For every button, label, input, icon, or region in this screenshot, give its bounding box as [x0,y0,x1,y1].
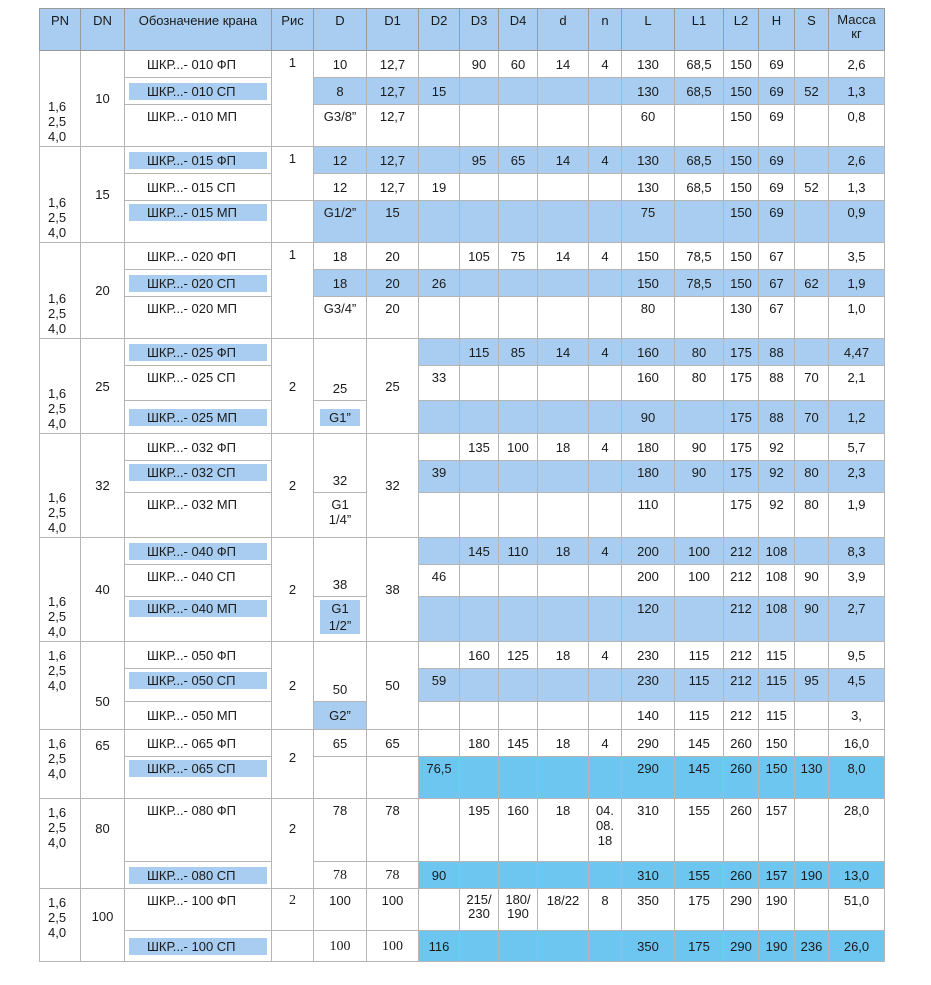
table-row: ШКР...- 040 МП G1 1/2” 120 212 108 90 2,7 [40,597,885,642]
pn-cell: 1,6 2,5 4,0 [40,243,81,339]
table-row: 1,6 2,5 4,0 10 ШКР...- 010 ФП 1 10 12,7 90 60 14 4 130 68,5 150 69 2,6 [40,51,885,78]
designation-cell: ШКР...- 032 СП [125,461,272,493]
table-row: ШКР...- 040 СП 46 200 100 212 108 90 3,9 [40,565,885,597]
pn-cell: 1,6 2,5 4,0 [40,538,81,642]
designation-cell: ШКР...- 100 СП [125,931,272,962]
header-s: S [795,9,829,51]
dn-cell: 10 [81,51,125,147]
header-row [40,9,885,51]
table-row: ШКР...- 065 СП 76,5 290 145 260 150 130 8,0 [40,757,885,799]
header-pn: PN [40,9,81,51]
table-row: ШКР...- 025 СП 33 160 80 175 88 70 2,1 [40,366,885,401]
table-row: ШКР...- 080 СП 78 78 90 310 155 260 157 190 13,0 [40,862,885,889]
dn-cell: 20 [81,243,125,339]
pn-cell: 1,6 2,5 4,0 [40,339,81,434]
designation-cell: ШКР...- 080 ФП [125,799,272,862]
designation-cell: ШКР...- 050 ФП [125,642,272,669]
designation-cell: ШКР...- 065 СП [125,757,272,799]
table-row: 1,6 2,5 4,0 65 ШКР...- 065 ФП 2 65 65 180 145 18 4 290 145 260 150 16,0 [40,730,885,757]
dn-cell: 65 [81,730,125,799]
designation-cell: ШКР...- 025 МП [125,401,272,434]
designation-cell: ШКР...- 025 ФП [125,339,272,366]
designation-cell: ШКР...- 015 МП [125,201,272,243]
table-row: 1,6 2,5 4,0 50 ШКР...- 050 ФП 2 50 50 160 125 18 4 230 115 212 115 9,5 [40,642,885,669]
designation-cell: ШКР...- 020 МП [125,297,272,339]
designation-cell: ШКР...- 020 СП [125,270,272,297]
pn-cell: 1,6 2,5 4,0 [40,434,81,538]
table-row: ШКР...- 020 СП 18 20 26 150 78,5 150 67 62 1,9 [40,270,885,297]
dn-cell: 40 [81,538,125,642]
pn-cell: 1,6 2,5 4,0 [40,799,81,889]
designation-cell: ШКР...- 040 МП [125,597,272,642]
header-d1: D1 [367,9,419,51]
designation-cell: ШКР...- 015 СП [125,174,272,201]
table-row: 1,6 2,5 4,0 25 ШКР...- 025 ФП 2 25 25 115 85 14 4 160 80 175 88 4,47 [40,339,885,366]
header-mass: Масса кг [829,9,885,51]
header-l: L [622,9,675,51]
header-dn: DN [81,9,125,51]
header-h: H [759,9,795,51]
header-small-d: d [538,9,589,51]
header-l2: L2 [724,9,759,51]
designation-cell: ШКР...- 040 ФП [125,538,272,565]
valve-spec-table [39,8,885,962]
dn-cell: 100 [81,889,125,962]
pn-cell: 1,6 2,5 4,0 [40,642,81,730]
header-d4: D4 [499,9,538,51]
table-row: ШКР...- 050 СП 59 230 115 212 115 95 4,5 [40,669,885,702]
pn-cell: 1,6 2,5 4,0 [40,51,81,147]
dn-cell: 25 [81,339,125,434]
designation-cell: ШКР...- 010 МП [125,105,272,147]
table-row: 1,6 2,5 4,0 15 ШКР...- 015 ФП 1 12 12,7 95 65 14 4 130 68,5 150 69 2,6 [40,147,885,174]
table-row: 1,6 2,5 4,0 20 ШКР...- 020 ФП 1 18 20 105 75 14 4 150 78,5 150 67 3,5 [40,243,885,270]
designation-cell: ШКР...- 032 ФП [125,434,272,461]
pn-cell: 1,6 2,5 4,0 [40,147,81,243]
designation-cell: ШКР...- 032 МП [125,493,272,538]
table-row: ШКР...- 032 СП 39 180 90 175 92 80 2,3 [40,461,885,493]
designation-cell: ШКР...- 025 СП [125,366,272,401]
header-d3: D3 [460,9,499,51]
designation-cell: ШКР...- 050 СП [125,669,272,702]
table-row: ШКР...- 020 МП G3/4” 20 80 130 67 1,0 [40,297,885,339]
designation-cell: ШКР...- 020 ФП [125,243,272,270]
designation-cell: ШКР...- 065 ФП [125,730,272,757]
header-d: D [314,9,367,51]
table-row: ШКР...- 010 МП G3/8” 12,7 60 150 69 0,8 [40,105,885,147]
designation-cell: ШКР...- 040 СП [125,565,272,597]
table-row: 1,6 2,5 4,0 32 ШКР...- 032 ФП 2 32 32 135 100 18 4 180 90 175 92 5,7 [40,434,885,461]
table-row: ШКР...- 010 СП 8 12,7 15 130 68,5 150 69 52 1,3 [40,78,885,105]
table-row: ШКР...- 025 МП G1” 90 175 88 70 1,2 [40,401,885,434]
dn-cell: 50 [81,642,125,730]
pn-cell: 1,6 2,5 4,0 [40,889,81,962]
designation-cell: ШКР...- 100 ФП [125,889,272,931]
table-row: ШКР...- 015 МП G1/2” 15 75 150 69 0,9 [40,201,885,243]
table-row: ШКР...- 100 СП 100 100 116 350 175 290 190 236 26,0 [40,931,885,962]
designation-cell: ШКР...- 080 СП [125,862,272,889]
table-row: 1,6 2,5 4,0 40 ШКР...- 040 ФП 2 38 38 145 110 18 4 200 100 212 108 8,3 [40,538,885,565]
designation-cell: ШКР...- 050 МП [125,702,272,730]
dn-cell: 15 [81,147,125,243]
designation-cell: ШКР...- 015 ФП [125,147,272,174]
pn-cell: 1,6 2,5 4,0 [40,730,81,799]
header-n: n [589,9,622,51]
table-row: 1,6 2,5 4,0 80 ШКР...- 080 ФП 2 78 78 195 160 18 04. 08. 18 310 155 260 157 28,0 [40,799,885,862]
dn-cell: 32 [81,434,125,538]
table-row: ШКР...- 032 МП G1 1/4” 110 175 92 80 1,9 [40,493,885,538]
table-row: ШКР...- 050 МП G2” 140 115 212 115 3, [40,702,885,730]
designation-cell: ШКР...- 010 СП [125,78,272,105]
designation-cell: ШКР...- 010 ФП [125,51,272,78]
header-designation: Обозначение крана [125,9,272,51]
table-row: 1,6 2,5 4,0 100 ШКР...- 100 ФП 2 100 100 215/ 230 180/ 190 18/22 8 350 175 290 190 51,0 [40,889,885,931]
header-ris: Рис [272,9,314,51]
table-row: ШКР...- 015 СП 12 12,7 19 130 68,5 150 69 52 1,3 [40,174,885,201]
header-d2: D2 [419,9,460,51]
dn-cell: 80 [81,799,125,889]
header-l1: L1 [675,9,724,51]
